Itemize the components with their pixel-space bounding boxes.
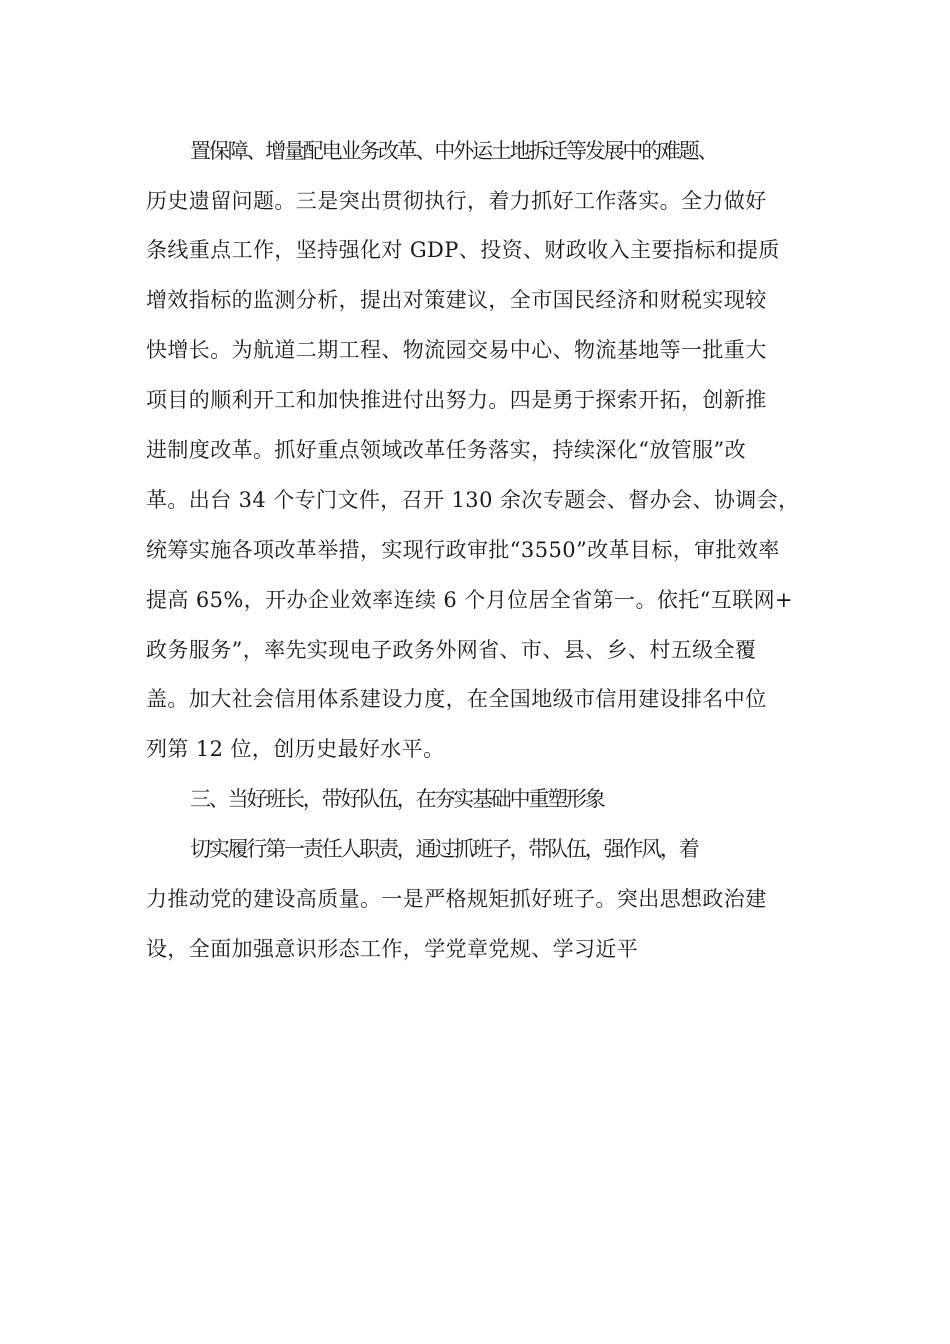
text-line: 革。出台 34 个专门文件，召开 130 余次专题会、督办会、协调会，	[146, 488, 800, 512]
text-line: 快增长。为航道二期工程、物流园交易中心、物流基地等一批重大	[146, 338, 767, 362]
text-line: 力推动党的建设高质量。一是严格规矩抓好班子。突出思想政治建	[146, 887, 767, 911]
section-heading: 三、当好班长，带好队伍，在夯实基础中重塑形象	[190, 787, 604, 811]
text-line: 进制度改革。抓好重点领域改革任务落实，持续深化“放管服”改	[146, 438, 747, 462]
text-line: 切实履行第一责任人职责，通过抓班子，带队伍，强作风，着	[190, 837, 698, 861]
text-line: 增效指标的监测分析，提出对策建议，全市国民经济和财税实现较	[146, 288, 767, 312]
text-line: 设，全面加强意识形态工作，学党章党规、学习近平	[146, 937, 639, 961]
text-line: 政务服务”，率先实现电子政务外网省、市、县、乡、村五级全覆	[146, 638, 757, 662]
text-line: 条线重点工作，坚持强化对 GDP、投资、财政收入主要指标和提质	[146, 238, 780, 262]
text-line: 历史遗留问题。三是突出贯彻执行，着力抓好工作落实。全力做好	[146, 189, 767, 213]
text-line: 统筹实施各项改革举措，实现行政审批“3550”改革目标，审批效率	[146, 538, 780, 562]
text-line: 置保障、增量配电业务改革、中外运土地拆迁等发展中的难题、	[190, 139, 717, 163]
text-line: 提高 65%，开办企业效率连续 6 个月位居全省第一。依托“互联网+	[146, 588, 793, 612]
text-line: 列第 12 位，创历史最好水平。	[146, 737, 445, 761]
text-line: 盖。加大社会信用体系建设力度，在全国地级市信用建设排名中位	[146, 687, 767, 711]
text-line: 项目的顺利开工和加快推进付出努力。四是勇于探索开拓，创新推	[146, 388, 767, 412]
